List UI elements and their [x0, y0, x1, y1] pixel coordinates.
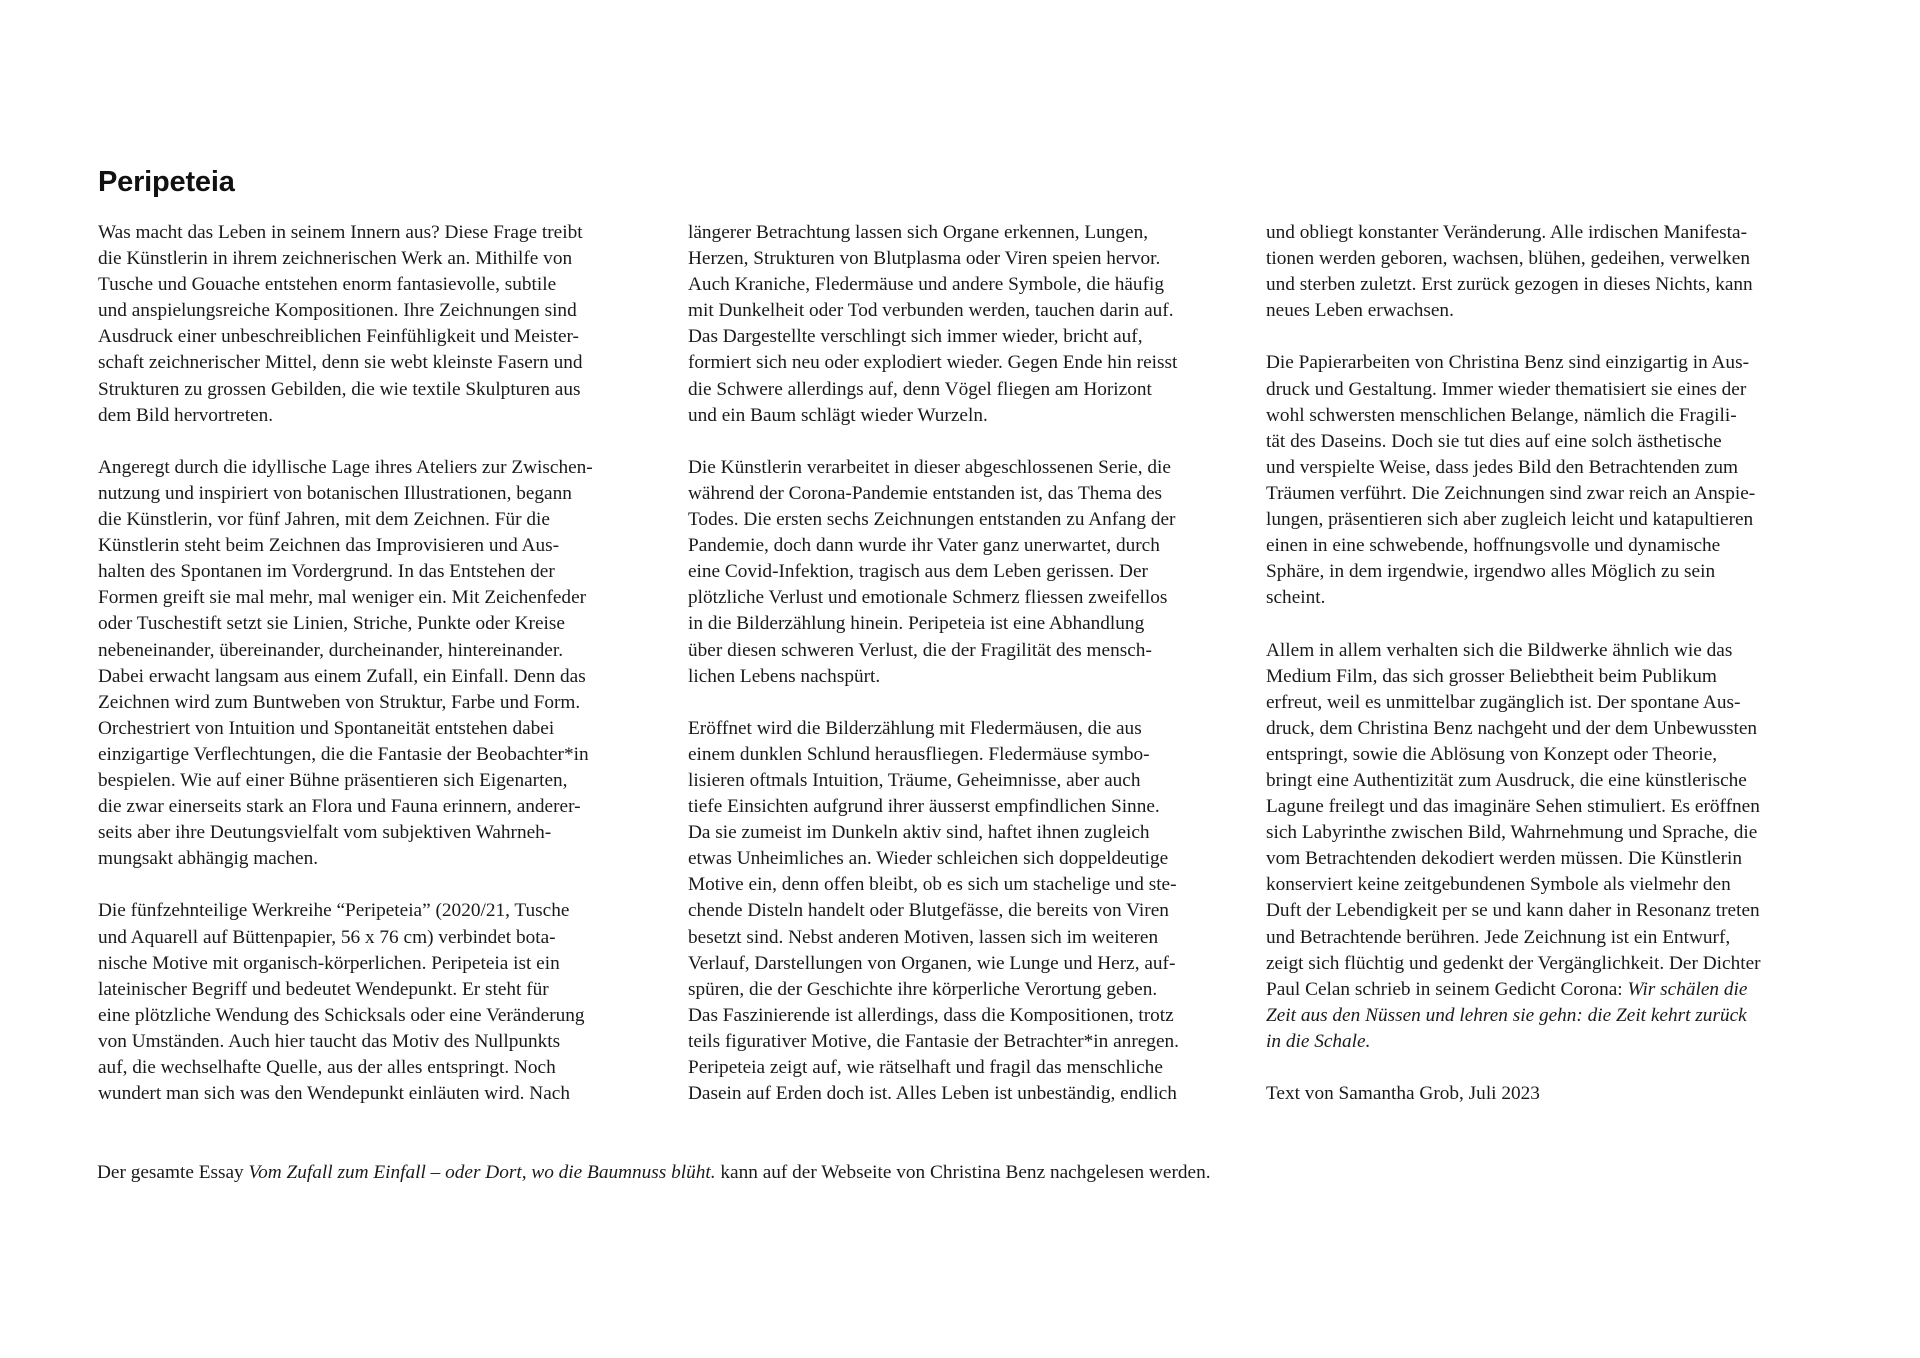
paragraph: Angeregt durch die idyllische Lage ihres Ateliers zur Zwischen- nutzung und inspiriert von botanischen Illustrationen, begann die Künstlerin, vor fünf Jahren, mit dem Zeichnen. Für die Künstlerin steht beim Zeichnen das Improvisieren und Aus- halten des Spontanen im Vordergrund. In das Entstehen der Formen greift sie mal mehr, mal weniger ein. Mit Zeichenfeder oder Tuschestift setzt sie Linien, Striche, Punkte oder Kreise nebeneinander, übereinander, durcheinander, hintereinander. Dabei erwacht langsam aus einem Zufall, ein Einfall. Denn das Zeichnen wird zum Buntweben von Struktur, Farbe und Form. Orchestriert von Intuition und Spontaneität entstehen dabei einzigartige Verflechtungen, die die Fantasie der Beobachter*in bespielen. Wie auf einer Bühne präsentieren sich Eigenarten, die zwar einerseits stark an Flora und Fauna erinnern, anderer- seits aber ihre Deutungsvielfalt vom subjektiven Wahrneh- mungsakt abhängig machen. [98, 456, 593, 870]
author-credit: Text von Samantha Grob, Juli 2023 [1266, 1083, 1540, 1105]
text-column-3 [1266, 220, 1826, 1133]
celan-quote: Wir schälen die Zeit aus den Nüssen und lehren sie gehn: die Zeit kehrt zurück in die Schale. [1266, 978, 1748, 1052]
paragraph: Die Künstlerin verarbeitet in dieser abgeschlossenen Serie, die während der Corona-Pandemie entstanden ist, das Thema des Todes. Die ersten sechs Zeichnungen entstanden zu Anfang der Pandemie, doch dann wurde ihr Vater ganz unerwartet, durch eine Covid-Infektion, tragisch aus dem Leben gerissen. Der plötzliche Verlust und emotionale Schmerz fliessen zweifellos in die Bilderzählung hinein. Peripeteia ist eine Abhandlung über diesen schweren Verlust, die der Fragilität des mensch- lichen Lebens nachspürt. [688, 456, 1176, 687]
paragraph-with-quote [1266, 638, 1826, 1056]
paragraph: und obliegt konstanter Veränderung. Alle irdischen Manifesta- tionen werden geboren, wachsen, blühen, gedeihen, verwelken und sterben zuletzt. Erst zurück gezogen in dieses Nichts, kann neues Leben erwachsen. [1266, 222, 1753, 322]
paragraph-text: Allem in allem verhalten sich die Bildwerke ähnlich wie das Medium Film, das sich grosser Beliebtheit beim Publikum erfreut, weil es unmittelbar zugänglich ist. Der spontane Aus- druck, dem Christina Benz nachgeht und der dem Unbewussten entspringt, sowie die Ablösung von Konzept oder Theorie, bringt eine Authentizität zum Ausdruck, die eine künstlerische Lagune freilegt und das imaginäre Sehen stimuliert. Es eröffnen sich Labyrinthe zwischen Bild, Wahrnehmung und Sprache, die vom Betrachtenden dekodiert werden müssen. Die Künstlerin konserviert keine zeitgebundenen Symbole als vielmehr den Duft der Lebendigkeit per se und kann daher in Resonanz treten und Betrachtende berühren. Jede Zeichnung ist ein Entwurf, zeigt sich flüchtig und gedenkt der Vergänglichkeit. Der Dichter Paul Celan schrieb in seinem Gedicht Corona: [1266, 639, 1761, 1000]
page-title: Peripeteia [98, 166, 235, 198]
essay-title: Vom Zufall zum Einfall – oder Dort, wo die Baumnuss blüht. [248, 1162, 716, 1183]
text-column-2 [688, 220, 1248, 1133]
essay-footnote [97, 1160, 1211, 1186]
paragraph: längerer Betrachtung lassen sich Organe erkennen, Lungen, Herzen, Strukturen von Blutplasma oder Viren speien hervor. Auch Kraniche, Fledermäuse und andere Symbole, die häufig mit Dunkelheit oder Tod verbunden werden, tauchen darin auf. Das Dargestellte verschlingt sich immer wieder, bricht auf, formiert sich neu oder explodiert wieder. Gegen Ende hin reisst die Schwere allerdings auf, denn Vögel fliegen am Horizont und ein Baum schlägt wieder Wurzeln. [688, 222, 1178, 426]
footnote-text-after: kann auf der Webseite von Christina Benz nachgelesen werden. [715, 1162, 1211, 1183]
paragraph: Eröffnet wird die Bilderzählung mit Fledermäusen, die aus einem dunklen Schlund herausfliegen. Fledermäuse symbo- lisieren oftmals Intuition, Träume, Geheimnisse, aber auch tiefe Einsichten aufgrund ihrer äusserst empfindlichen Sinne. Da sie zumeist im Dunkeln aktiv sind, haftet ihnen zugleich etwas Unheimliches an. Wieder schleichen sich doppeldeutige Motive ein, denn offen bleibt, ob es sich um stachelige und ste- chende Disteln handelt oder Blutgefässe, die bereits von Viren besetzt sind. Nebst anderen Motiven, lassen sich im weiteren Verlauf, Darstellungen von Organen, wie Lunge und Herz, auf- spüren, die der Geschichte ihre körperliche Verortung geben. Das Faszinierende ist allerdings, dass die Kompositionen, trotz teils figurativer Motive, die Fantasie der Betrachter*in anregen. Peripeteia zeigt auf, wie rätselhaft und fragil das menschliche Dasein auf Erden doch ist. Alles Leben ist unbeständig, endlich [688, 717, 1179, 1105]
footnote-text-before: Der gesamte Essay [97, 1162, 249, 1183]
paragraph: Die Papierarbeiten von Christina Benz sind einzigartig in Aus- druck und Gestaltung. Immer wieder thematisiert sie eines der wohl schwersten menschlichen Belange, nämlich die Fragili- tät des Daseins. Doch sie tut dies auf eine solch ästhetische und verspielte Weise, dass jedes Bild den Betrachtenden zum Träumen verführt. Die Zeichnungen sind zwar reich an Anspie- lungen, präsentieren sich aber zugleich leicht und katapultieren einen in eine schwebende, hoffnungsvolle und dynamische Sphäre, in dem irgendwie, irgendwo alles Möglich zu sein scheint. [1266, 352, 1756, 609]
paragraph: Was macht das Leben in seinem Innern aus? Diese Frage treibt die Künstlerin in ihrem zeichnerischen Werk an. Mithilfe von Tusche und Gouache entstehen enorm fantasievolle, subtile und anspielungsreiche Kompositionen. Ihre Zeichnungen sind Ausdruck einer unbeschreiblichen Feinfühligkeit und Meister- schaft zeichnerischer Mittel, denn sie webt kleinste Fasern und Strukturen zu grossen Gebilden, die wie textile Skulpturen aus dem Bild hervortreten. [98, 222, 583, 426]
text-column-1 [98, 220, 658, 1133]
paragraph: Die fünfzehnteilige Werkreihe “Peripeteia” (2020/21, Tusche und Aquarell auf Büttenpapier, 56 x 76 cm) verbindet bota- nische Motive mit organisch-körperlichen. Peripeteia ist ein lateinischer Begriff und bedeutet Wendepunkt. Er steht für eine plötzliche Wendung des Schicksals oder eine Veränderung von Umständen. Auch hier taucht das Motiv des Nullpunkts auf, die wechselhafte Quelle, aus der alles entspringt. Noch wundert man sich was den Wendepunkt einläuten wird. Nach [98, 900, 585, 1105]
